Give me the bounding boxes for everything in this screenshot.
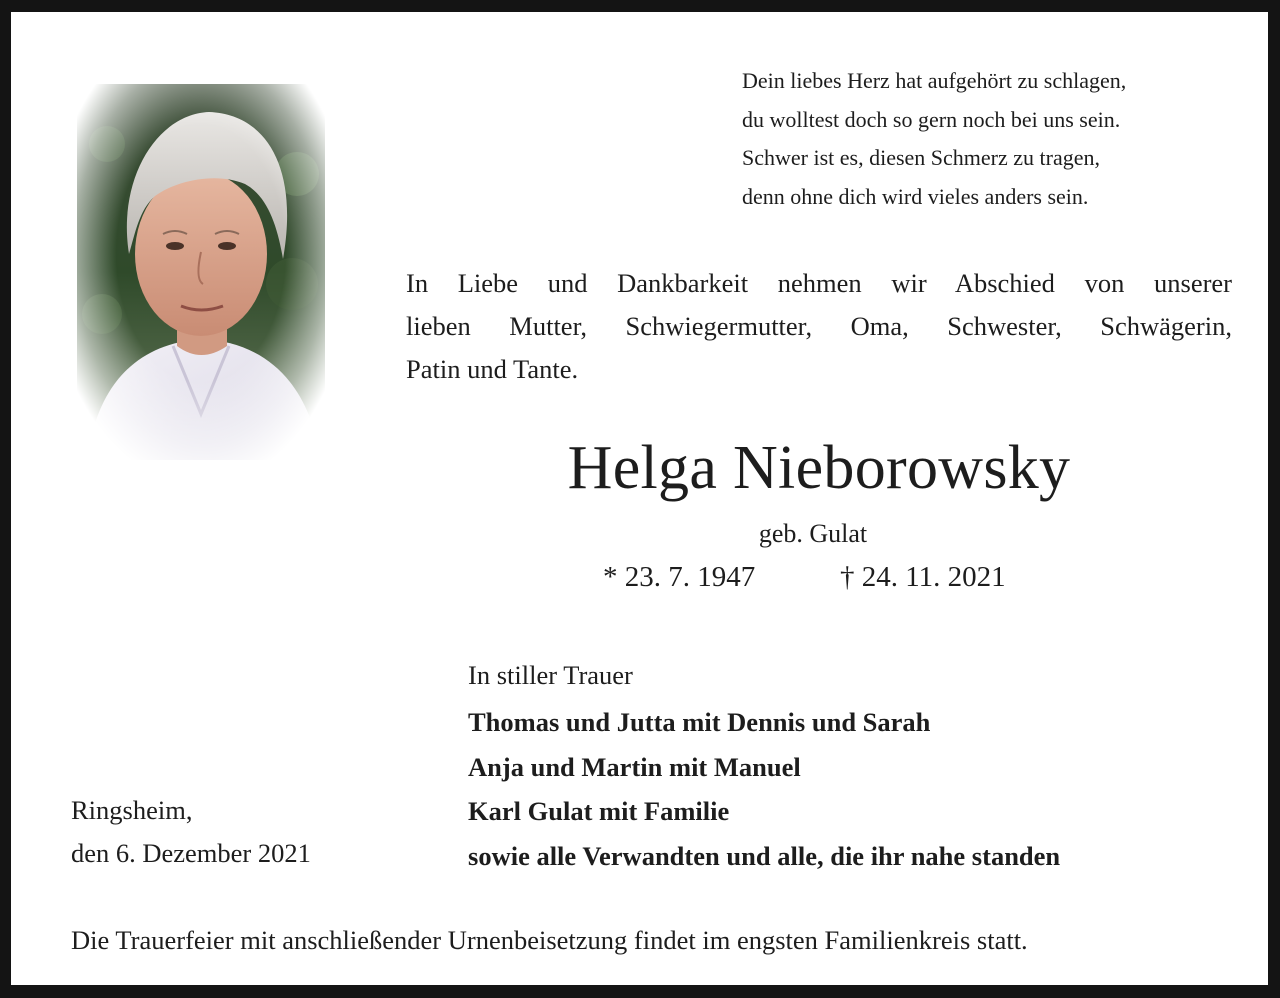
deceased-name: Helga Nieborowsky — [567, 434, 1071, 502]
poem-line: Schwer ist es, diesen Schmerz zu tragen, — [742, 145, 1100, 170]
farewell-paragraph — [406, 262, 1232, 391]
funeral-note: Die Trauerfeier mit anschließender Urnenbeisetzung findet im engsten Familienkreis statt. — [71, 925, 1028, 955]
mourning-intro: In stiller Trauer — [468, 660, 633, 690]
farewell-line: Patin und Tante. — [406, 354, 579, 384]
mourner-line: Thomas und Jutta mit Dennis und Sarah — [468, 707, 931, 737]
poem-line: denn ohne dich wird vieles anders sein. — [742, 183, 1089, 209]
place: Ringsheim, — [71, 795, 193, 825]
place-date — [71, 789, 311, 875]
poem-line: du wolltest doch so gern noch bei uns sein. — [742, 106, 1121, 132]
portrait-photo — [77, 84, 325, 460]
birth-date: * 23. 7. 1947 — [603, 561, 756, 593]
mourners-list — [468, 700, 1060, 878]
poem-line: Dein liebes Herz hat aufgehört zu schlagen, — [742, 68, 1127, 93]
poem — [742, 62, 1126, 216]
mourner-line: Karl Gulat mit Familie — [468, 796, 730, 826]
farewell-line: In Liebe und Dankbarkeit nehmen wir Abschied von unserer — [406, 268, 1232, 298]
farewell-line: lieben Mutter, Schwiegermutter, Oma, Schwester, Schwägerin, — [406, 311, 1232, 341]
date: den 6. Dezember 2021 — [71, 838, 311, 868]
death-date: † 24. 11. 2021 — [840, 561, 1006, 593]
maiden-name: geb. Gulat — [758, 519, 868, 548]
mourner-line: sowie alle Verwandten und alle, die ihr nahe standen — [468, 840, 1061, 871]
mourner-line: Anja und Martin mit Manuel — [468, 751, 801, 782]
